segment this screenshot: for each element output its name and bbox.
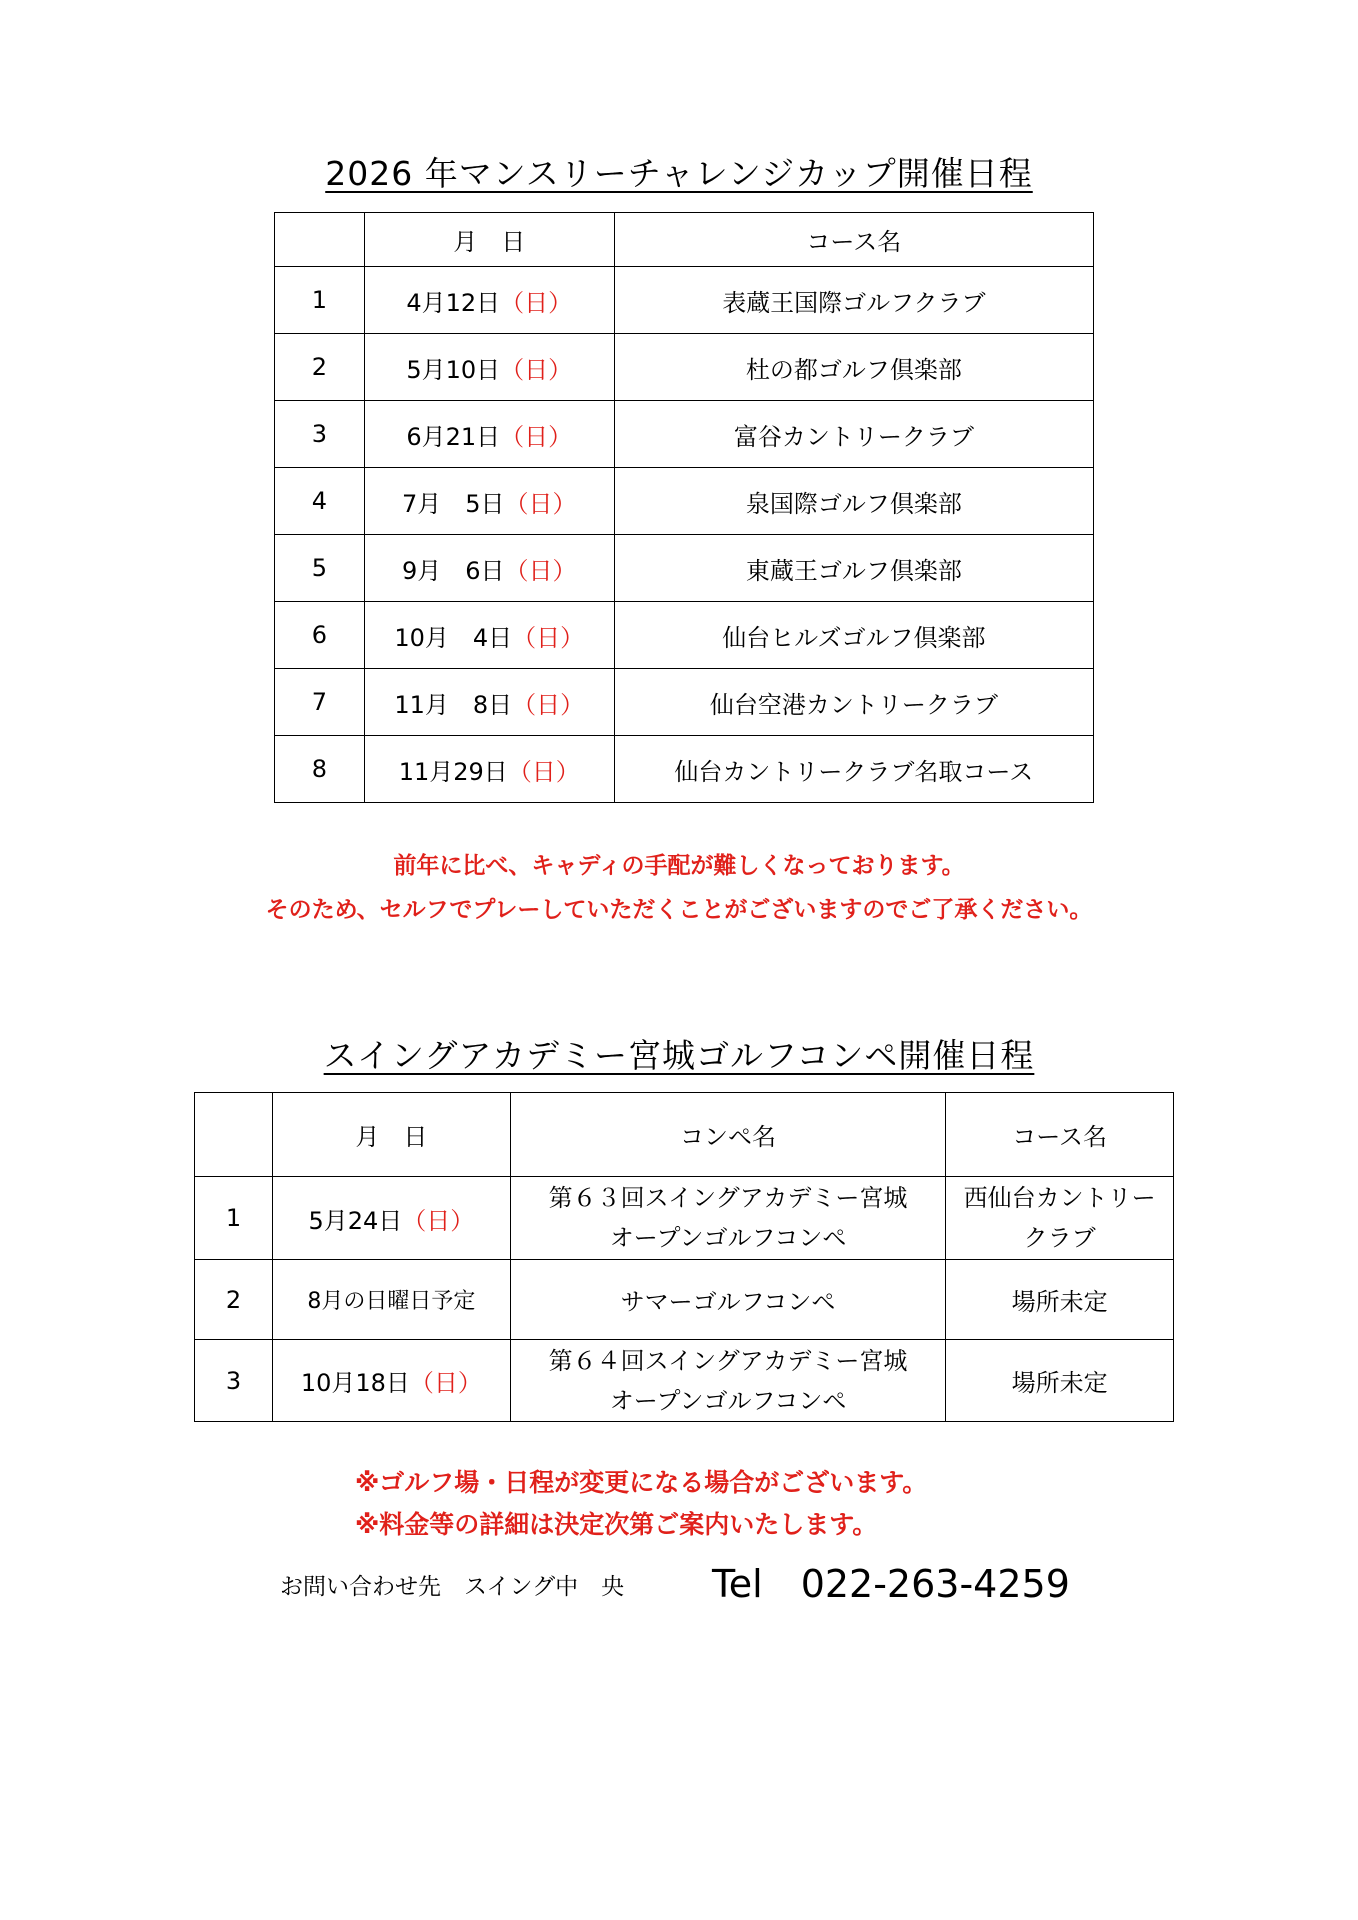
table-row xyxy=(195,1177,1174,1260)
row-competition xyxy=(510,1340,945,1422)
contact-label: お問い合わせ先 スイング中 央 xyxy=(280,1574,625,1600)
table-row xyxy=(275,468,1094,535)
row-date xyxy=(272,1260,510,1340)
row-date xyxy=(364,401,614,468)
date-text: 10月18日 xyxy=(300,1369,410,1397)
row-date xyxy=(364,468,614,535)
weekday-label: （日） xyxy=(507,757,580,786)
row-course: 仙台ヒルズゴルフ倶楽部 xyxy=(614,602,1093,669)
schedule2-table xyxy=(194,1092,1174,1422)
row-date xyxy=(272,1340,510,1422)
row-number: 1 xyxy=(195,1177,273,1260)
header-cell-date: 月 日 xyxy=(364,213,614,267)
note-line: ※料金等の詳細は決定次第ご案内いたします。 xyxy=(355,1510,878,1539)
competition-line: 第６４回スイングアカデミー宮城 xyxy=(548,1346,908,1375)
table-header-row xyxy=(195,1093,1174,1177)
weekday-label: （日） xyxy=(402,1206,475,1235)
row-course: 東蔵王ゴルフ倶楽部 xyxy=(614,535,1093,602)
row-course: 場所未定 xyxy=(946,1340,1174,1422)
date-text: 4月12日 xyxy=(406,288,501,317)
date-text: 11月 8日 xyxy=(394,690,513,719)
table-row xyxy=(275,334,1094,401)
schedule1-notes xyxy=(0,844,1358,932)
header-cell-no xyxy=(195,1093,273,1177)
competition-line: オープンゴルフコンペ xyxy=(609,1224,847,1252)
table-row xyxy=(195,1260,1174,1340)
row-date xyxy=(364,669,614,736)
row-course: 泉国際ゴルフ倶楽部 xyxy=(614,468,1093,535)
note-line: 前年に比べ、キャディの手配が難しくなっております。 xyxy=(393,853,965,879)
course-line: クラブ xyxy=(1023,1224,1096,1252)
row-number: 4 xyxy=(275,468,365,535)
contact-tel: Tel 022-263-4259 xyxy=(712,1562,1070,1606)
date-text: 11月29日 xyxy=(398,757,508,786)
row-date xyxy=(364,267,614,334)
schedule1-table xyxy=(274,212,1094,803)
note-line: そのため、セルフでプレーしていただくことがございますのでご了承ください。 xyxy=(265,897,1093,923)
weekday-label: （日） xyxy=(500,422,573,451)
row-number: 2 xyxy=(275,334,365,401)
row-date xyxy=(364,334,614,401)
weekday-label: （日） xyxy=(512,623,585,652)
row-course: 場所未定 xyxy=(946,1260,1174,1340)
competition-line: 第６３回スイングアカデミー宮城 xyxy=(548,1184,908,1212)
row-course: 仙台カントリークラブ名取コース xyxy=(614,736,1093,803)
row-course: 富谷カントリークラブ xyxy=(614,401,1093,468)
row-date xyxy=(364,535,614,602)
row-competition xyxy=(510,1177,945,1260)
header-cell-course: コース名 xyxy=(614,213,1093,267)
header-cell-date: 月 日 xyxy=(272,1093,510,1177)
date-text: 10月 4日 xyxy=(394,623,513,652)
row-date xyxy=(272,1177,510,1260)
row-date xyxy=(364,736,614,803)
row-number: 8 xyxy=(275,736,365,803)
table-row xyxy=(275,267,1094,334)
course-line: 西仙台カントリー xyxy=(963,1184,1156,1212)
table-row xyxy=(275,535,1094,602)
row-date xyxy=(364,602,614,669)
date-text: 8月の日曜日予定 xyxy=(307,1289,476,1314)
row-number: 3 xyxy=(275,401,365,468)
schedule2-title: スイングアカデミー宮城ゴルフコンペ開催日程 xyxy=(323,1036,1035,1075)
row-number: 5 xyxy=(275,535,365,602)
table-row xyxy=(275,401,1094,468)
weekday-label: （日） xyxy=(504,556,577,585)
row-course: 表蔵王国際ゴルフクラブ xyxy=(614,267,1093,334)
row-number: 1 xyxy=(275,267,365,334)
date-text: 7月 5日 xyxy=(402,489,505,518)
row-competition: サマーゴルフコンペ xyxy=(510,1260,945,1340)
row-number: 3 xyxy=(195,1340,273,1422)
row-course: 杜の都ゴルフ倶楽部 xyxy=(614,334,1093,401)
competition-line: オープンゴルフコンペ xyxy=(609,1386,847,1415)
row-number: 2 xyxy=(195,1260,273,1340)
weekday-label: （日） xyxy=(500,355,573,384)
schedule1-title: 2026 年マンスリーチャレンジカップ開催日程 xyxy=(325,154,1033,193)
note-line: ※ゴルフ場・日程が変更になる場合がございます。 xyxy=(355,1468,928,1497)
weekday-label: （日） xyxy=(409,1369,482,1397)
table-row xyxy=(275,602,1094,669)
table-row xyxy=(195,1340,1174,1422)
header-cell-no xyxy=(275,213,365,267)
date-text: 6月21日 xyxy=(406,422,501,451)
table-row xyxy=(275,669,1094,736)
row-course xyxy=(946,1177,1174,1260)
table-header-row xyxy=(275,213,1094,267)
row-course: 仙台空港カントリークラブ xyxy=(614,669,1093,736)
weekday-label: （日） xyxy=(512,690,585,719)
date-text: 5月24日 xyxy=(308,1206,403,1235)
row-number: 7 xyxy=(275,669,365,736)
header-cell-competition: コンペ名 xyxy=(510,1093,945,1177)
date-text: 5月10日 xyxy=(406,355,501,384)
table-row xyxy=(275,736,1094,803)
weekday-label: （日） xyxy=(500,288,573,317)
date-text: 9月 6日 xyxy=(402,556,505,585)
row-number: 6 xyxy=(275,602,365,669)
weekday-label: （日） xyxy=(504,489,577,518)
schedule2-notes xyxy=(355,1462,927,1546)
header-cell-course: コース名 xyxy=(946,1093,1174,1177)
